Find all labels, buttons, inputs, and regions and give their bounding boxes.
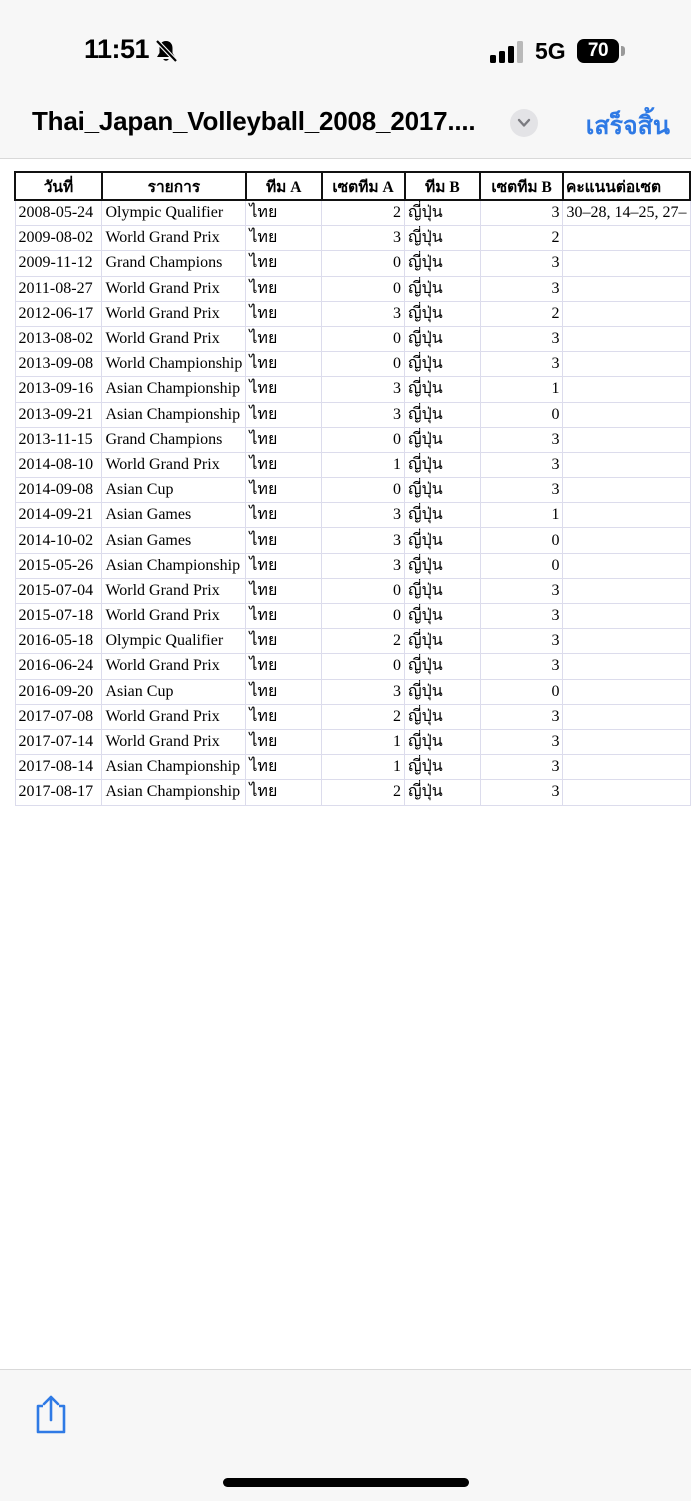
table-cell[interactable]: 2013-11-15 xyxy=(15,427,102,452)
table-cell[interactable] xyxy=(563,301,690,326)
table-cell[interactable] xyxy=(563,276,690,301)
table-cell[interactable]: 3 xyxy=(480,200,563,226)
table-cell[interactable]: 2017-07-08 xyxy=(15,704,102,729)
table-cell[interactable]: 1 xyxy=(480,503,563,528)
table-cell[interactable]: 1 xyxy=(480,377,563,402)
table-cell[interactable] xyxy=(563,553,690,578)
table-cell[interactable]: Asian Cup xyxy=(102,478,246,503)
table-cell[interactable]: 3 xyxy=(480,352,563,377)
table-cell[interactable]: ญี่ปุ่น xyxy=(405,629,481,654)
table-cell[interactable]: ญี่ปุ่น xyxy=(405,377,481,402)
table-cell[interactable] xyxy=(563,503,690,528)
table-cell[interactable]: Asian Cup xyxy=(102,679,246,704)
table-cell[interactable]: ญี่ปุ่น xyxy=(405,553,481,578)
table-cell[interactable]: ไทย xyxy=(246,553,322,578)
table-cell[interactable]: 3 xyxy=(322,679,405,704)
table-header-row xyxy=(15,172,690,200)
home-indicator xyxy=(223,1478,469,1487)
table-cell[interactable]: 3 xyxy=(322,528,405,553)
table-row xyxy=(15,276,690,301)
table-cell[interactable]: 2 xyxy=(480,301,563,326)
table-cell[interactable]: 0 xyxy=(480,553,563,578)
table-cell[interactable] xyxy=(563,679,690,704)
table-cell[interactable] xyxy=(563,226,690,251)
table-cell[interactable]: 3 xyxy=(480,251,563,276)
table-cell[interactable]: 2014-10-02 xyxy=(15,528,102,553)
table-cell[interactable]: Olympic Qualifier xyxy=(102,200,246,226)
network-type: 5G xyxy=(535,38,566,64)
table-cell[interactable] xyxy=(563,704,690,729)
table-cell[interactable]: ญี่ปุ่น xyxy=(405,704,481,729)
table-cell[interactable]: ญี่ปุ่น xyxy=(405,729,481,754)
table-cell[interactable]: 0 xyxy=(322,276,405,301)
table-cell[interactable]: Asian Championship xyxy=(102,553,246,578)
table-cell[interactable] xyxy=(563,528,690,553)
table-cell[interactable] xyxy=(563,427,690,452)
table-cell[interactable]: 0 xyxy=(480,402,563,427)
table-row xyxy=(15,377,690,402)
table-cell[interactable]: ญี่ปุ่น xyxy=(405,755,481,780)
table-cell[interactable]: 2017-08-17 xyxy=(15,780,102,805)
table-cell[interactable]: ไทย xyxy=(246,478,322,503)
table-cell[interactable]: ไทย xyxy=(246,301,322,326)
table-cell[interactable]: 2 xyxy=(480,226,563,251)
table-cell[interactable]: 2 xyxy=(322,200,405,226)
table-cell[interactable]: 3 xyxy=(322,226,405,251)
table-cell[interactable]: 3 xyxy=(480,427,563,452)
chevron-down-icon xyxy=(517,117,531,129)
table-cell[interactable]: ญี่ปุ่น xyxy=(405,301,481,326)
table-row xyxy=(15,654,690,679)
table-cell[interactable] xyxy=(563,402,690,427)
table-row xyxy=(15,427,690,452)
table-cell[interactable]: ไทย xyxy=(246,780,322,805)
table-cell[interactable]: 30–28, 14–25, 27– xyxy=(563,200,690,226)
table-cell[interactable]: 3 xyxy=(480,604,563,629)
table-cell[interactable]: Grand Champions xyxy=(102,427,246,452)
table-cell[interactable]: ญี่ปุ่น xyxy=(405,427,481,452)
table-cell[interactable]: 1 xyxy=(322,755,405,780)
table-cell[interactable]: ญี่ปุ่น xyxy=(405,200,481,226)
table-cell[interactable]: ไทย xyxy=(246,604,322,629)
table-cell[interactable]: 1 xyxy=(322,452,405,477)
table-row xyxy=(15,402,690,427)
table-row xyxy=(15,604,690,629)
table-cell[interactable]: ไทย xyxy=(246,326,322,351)
table-cell[interactable]: 3 xyxy=(480,755,563,780)
table-cell[interactable]: World Grand Prix xyxy=(102,452,246,477)
table-cell[interactable]: World Grand Prix xyxy=(102,301,246,326)
table-cell[interactable]: Asian Championship xyxy=(102,755,246,780)
cellular-signal-icon xyxy=(489,41,525,63)
table-cell[interactable] xyxy=(563,578,690,603)
top-chrome xyxy=(0,0,691,159)
table-cell[interactable]: 2 xyxy=(322,704,405,729)
table-cell[interactable]: ไทย xyxy=(246,755,322,780)
table-cell[interactable]: 2017-07-14 xyxy=(15,729,102,754)
table-body xyxy=(15,200,690,805)
data-table xyxy=(14,171,691,806)
share-icon[interactable] xyxy=(34,1394,68,1436)
table-cell[interactable]: 2013-09-21 xyxy=(15,402,102,427)
table-cell[interactable]: ญี่ปุ่น xyxy=(405,654,481,679)
table-row xyxy=(15,553,690,578)
table-cell[interactable]: 3 xyxy=(480,704,563,729)
table-cell[interactable] xyxy=(563,654,690,679)
table-cell[interactable]: 2015-07-18 xyxy=(15,604,102,629)
table-cell[interactable]: ญี่ปุ่น xyxy=(405,276,481,301)
table-cell[interactable]: 0 xyxy=(322,427,405,452)
table-cell[interactable]: ไทย xyxy=(246,578,322,603)
column-header[interactable]: เซตทีม A xyxy=(322,172,405,200)
table-cell[interactable]: World Grand Prix xyxy=(102,326,246,351)
table-row xyxy=(15,200,690,226)
table-cell[interactable] xyxy=(563,729,690,754)
bottom-toolbar xyxy=(0,1369,691,1501)
table-cell[interactable]: ไทย xyxy=(246,452,322,477)
table-cell[interactable]: 3 xyxy=(480,780,563,805)
table-cell[interactable]: 2009-08-02 xyxy=(15,226,102,251)
table-cell[interactable]: 2016-05-18 xyxy=(15,629,102,654)
table-cell[interactable]: 2016-06-24 xyxy=(15,654,102,679)
table-cell[interactable]: 0 xyxy=(322,352,405,377)
table-cell[interactable]: ไทย xyxy=(246,528,322,553)
table-cell[interactable]: World Grand Prix xyxy=(102,578,246,603)
spreadsheet-view[interactable] xyxy=(0,159,691,1369)
table-cell[interactable]: ญี่ปุ่น xyxy=(405,402,481,427)
table-row xyxy=(15,352,690,377)
table-cell[interactable]: 2014-08-10 xyxy=(15,452,102,477)
table-cell[interactable]: ญี่ปุ่น xyxy=(405,226,481,251)
table-cell[interactable]: 2015-05-26 xyxy=(15,553,102,578)
table-cell[interactable]: ญี่ปุ่น xyxy=(405,604,481,629)
table-cell[interactable]: 2 xyxy=(322,780,405,805)
table-cell[interactable]: World Championship xyxy=(102,352,246,377)
table-row xyxy=(15,528,690,553)
table-cell[interactable]: 0 xyxy=(480,528,563,553)
table-cell[interactable]: 2 xyxy=(322,629,405,654)
table-cell[interactable]: ไทย xyxy=(246,377,322,402)
table-cell[interactable]: Asian Championship xyxy=(102,780,246,805)
bell-slash-icon xyxy=(153,38,179,64)
column-header[interactable]: วันที่ xyxy=(15,172,102,200)
column-header[interactable]: รายการ xyxy=(102,172,246,200)
table-cell[interactable]: 0 xyxy=(322,578,405,603)
table-cell[interactable]: Grand Champions xyxy=(102,251,246,276)
table-cell[interactable]: 2014-09-21 xyxy=(15,503,102,528)
table-cell[interactable]: World Grand Prix xyxy=(102,654,246,679)
table-cell[interactable]: ไทย xyxy=(246,704,322,729)
table-cell[interactable]: 3 xyxy=(480,629,563,654)
table-cell[interactable]: 2012-06-17 xyxy=(15,301,102,326)
table-row xyxy=(15,301,690,326)
table-cell[interactable]: Asian Games xyxy=(102,528,246,553)
battery-cap xyxy=(621,46,625,56)
table-row xyxy=(15,326,690,351)
table-cell[interactable]: 3 xyxy=(480,326,563,351)
table-cell[interactable]: ญี่ปุ่น xyxy=(405,503,481,528)
table-cell[interactable] xyxy=(563,478,690,503)
table-cell[interactable]: 0 xyxy=(322,478,405,503)
table-row xyxy=(15,729,690,754)
table-row xyxy=(15,755,690,780)
table-row xyxy=(15,503,690,528)
table-cell[interactable]: 2013-09-16 xyxy=(15,377,102,402)
table-cell[interactable]: 2009-11-12 xyxy=(15,251,102,276)
table-cell[interactable]: World Grand Prix xyxy=(102,729,246,754)
table-cell[interactable]: World Grand Prix xyxy=(102,604,246,629)
table-cell[interactable]: 0 xyxy=(322,326,405,351)
table-cell[interactable]: 3 xyxy=(480,578,563,603)
table-cell[interactable] xyxy=(563,352,690,377)
table-cell[interactable] xyxy=(563,377,690,402)
table-cell[interactable]: 2011-08-27 xyxy=(15,276,102,301)
table-cell[interactable]: 3 xyxy=(322,503,405,528)
table-cell[interactable]: ไทย xyxy=(246,629,322,654)
table-cell[interactable] xyxy=(563,780,690,805)
table-cell[interactable]: 2016-09-20 xyxy=(15,679,102,704)
table-cell[interactable]: World Grand Prix xyxy=(102,226,246,251)
table-cell[interactable]: Asian Championship xyxy=(102,402,246,427)
table-cell[interactable]: ญี่ปุ่น xyxy=(405,478,481,503)
table-cell[interactable]: ญี่ปุ่น xyxy=(405,352,481,377)
table-cell[interactable] xyxy=(563,604,690,629)
table-cell[interactable]: ญี่ปุ่น xyxy=(405,679,481,704)
table-cell[interactable]: 3 xyxy=(322,402,405,427)
done-button[interactable]: เสร็จสิ้น xyxy=(585,112,670,140)
table-cell[interactable]: 0 xyxy=(322,604,405,629)
table-cell[interactable] xyxy=(563,452,690,477)
table-cell[interactable]: 3 xyxy=(322,377,405,402)
table-cell[interactable] xyxy=(563,755,690,780)
table-cell[interactable]: Asian Championship xyxy=(102,377,246,402)
table-cell[interactable]: ไทย xyxy=(246,402,322,427)
table-row xyxy=(15,478,690,503)
table-cell[interactable]: 3 xyxy=(480,452,563,477)
table-cell[interactable]: 3 xyxy=(322,301,405,326)
table-cell[interactable]: 3 xyxy=(480,478,563,503)
table-cell[interactable]: ญี่ปุ่น xyxy=(405,251,481,276)
table-cell[interactable]: 0 xyxy=(322,251,405,276)
table-cell[interactable] xyxy=(563,326,690,351)
table-cell[interactable]: ไทย xyxy=(246,226,322,251)
column-header[interactable]: ทีม B xyxy=(405,172,481,200)
status-time: 11:51 xyxy=(84,34,150,64)
table-cell[interactable]: ญี่ปุ่น xyxy=(405,578,481,603)
table-cell[interactable]: 0 xyxy=(322,654,405,679)
table-cell[interactable]: ไทย xyxy=(246,427,322,452)
table-row xyxy=(15,629,690,654)
table-cell[interactable]: 2014-09-08 xyxy=(15,478,102,503)
table-cell[interactable]: 2017-08-14 xyxy=(15,755,102,780)
table-row xyxy=(15,452,690,477)
table-cell[interactable]: ไทย xyxy=(246,276,322,301)
table-cell[interactable]: 2013-08-02 xyxy=(15,326,102,351)
column-header[interactable]: คะแนนต่อเซต xyxy=(563,172,690,200)
table-cell[interactable]: ไทย xyxy=(246,251,322,276)
table-row xyxy=(15,704,690,729)
table-cell[interactable]: 3 xyxy=(322,553,405,578)
table-cell[interactable]: ญี่ปุ่น xyxy=(405,528,481,553)
table-cell[interactable]: ไทย xyxy=(246,654,322,679)
table-cell[interactable]: 3 xyxy=(480,276,563,301)
table-row xyxy=(15,251,690,276)
column-header[interactable]: เซตทีม B xyxy=(480,172,563,200)
table-row xyxy=(15,780,690,805)
table-row xyxy=(15,578,690,603)
table-cell[interactable]: 3 xyxy=(480,729,563,754)
table-row xyxy=(15,679,690,704)
column-header[interactable]: ทีม A xyxy=(246,172,322,200)
table-cell[interactable]: ไทย xyxy=(246,352,322,377)
table-cell[interactable]: 2013-09-08 xyxy=(15,352,102,377)
table-cell[interactable] xyxy=(563,251,690,276)
table-cell[interactable]: ไทย xyxy=(246,729,322,754)
table-cell[interactable]: 2015-07-04 xyxy=(15,578,102,603)
title-menu-button[interactable] xyxy=(510,109,538,137)
table-cell[interactable]: ญี่ปุ่น xyxy=(405,326,481,351)
table-cell[interactable]: 2008-05-24 xyxy=(15,200,102,226)
table-cell[interactable]: ญี่ปุ่น xyxy=(405,780,481,805)
table-row xyxy=(15,226,690,251)
table-cell[interactable]: ญี่ปุ่น xyxy=(405,452,481,477)
table-cell[interactable] xyxy=(563,629,690,654)
table-cell[interactable]: World Grand Prix xyxy=(102,276,246,301)
table-cell[interactable]: 3 xyxy=(480,654,563,679)
table-cell[interactable]: Asian Games xyxy=(102,503,246,528)
document-title[interactable]: Thai_Japan_Volleyball_2008_2017.... xyxy=(32,106,476,136)
table-cell[interactable]: ไทย xyxy=(246,679,322,704)
table-cell[interactable]: ไทย xyxy=(246,200,322,226)
table-cell[interactable]: World Grand Prix xyxy=(102,704,246,729)
battery-indicator: 70 xyxy=(577,39,619,63)
table-cell[interactable]: 1 xyxy=(322,729,405,754)
table-cell[interactable]: 0 xyxy=(480,679,563,704)
table-cell[interactable]: ไทย xyxy=(246,503,322,528)
table-cell[interactable]: Olympic Qualifier xyxy=(102,629,246,654)
